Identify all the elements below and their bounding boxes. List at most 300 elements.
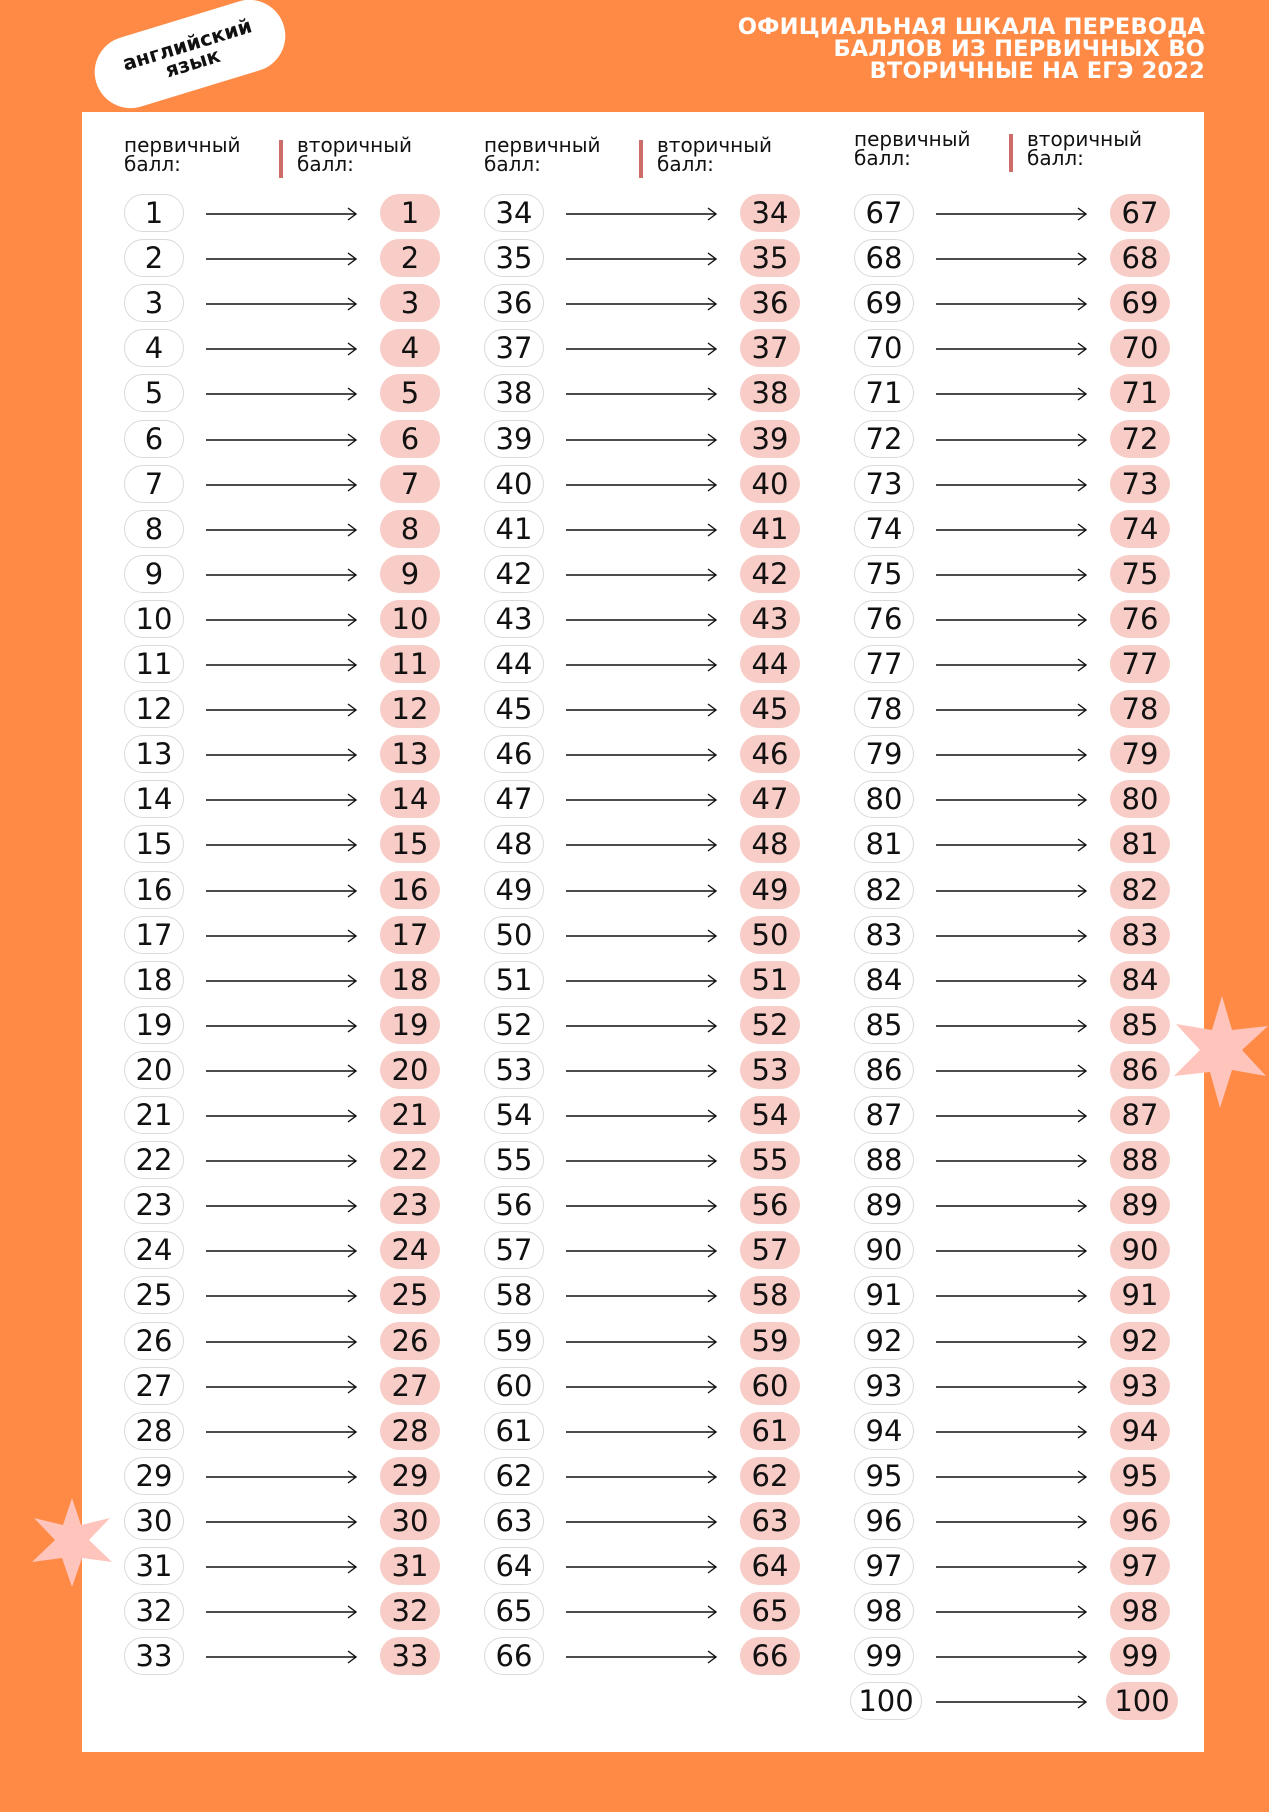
right-arrow-icon	[206, 206, 358, 222]
right-arrow-icon	[936, 206, 1088, 222]
table-row	[854, 1231, 1174, 1271]
secondary-score: 54	[740, 1096, 800, 1134]
primary-score: 45	[484, 690, 544, 728]
primary-score: 28	[124, 1412, 184, 1450]
right-arrow-icon	[566, 296, 718, 312]
table-row	[124, 329, 444, 369]
primary-score: 76	[854, 600, 914, 638]
table-row	[484, 780, 804, 820]
right-arrow-icon	[206, 1288, 358, 1304]
right-arrow-icon	[936, 1514, 1088, 1530]
table-row	[854, 465, 1174, 505]
table-row	[124, 1322, 444, 1362]
primary-score: 11	[124, 645, 184, 683]
right-arrow-icon	[206, 1334, 358, 1350]
right-arrow-icon	[206, 296, 358, 312]
table-row	[124, 1006, 444, 1046]
table-row	[854, 1322, 1174, 1362]
table-row	[124, 735, 444, 775]
secondary-score: 20	[380, 1051, 440, 1089]
table-row	[484, 871, 804, 911]
right-arrow-icon	[566, 1153, 718, 1169]
table-row	[484, 1231, 804, 1271]
table-row	[124, 1231, 444, 1271]
right-arrow-icon	[566, 206, 718, 222]
secondary-score: 44	[740, 645, 800, 683]
table-row	[484, 1502, 804, 1542]
table-row	[484, 194, 804, 234]
table-row	[854, 780, 1174, 820]
primary-score: 68	[854, 239, 914, 277]
secondary-score: 68	[1110, 239, 1170, 277]
primary-score: 85	[854, 1006, 914, 1044]
secondary-score: 95	[1110, 1457, 1170, 1495]
secondary-score: 92	[1110, 1322, 1170, 1360]
secondary-score: 31	[380, 1547, 440, 1585]
primary-score: 98	[854, 1592, 914, 1630]
primary-score: 41	[484, 510, 544, 548]
secondary-score: 24	[380, 1231, 440, 1269]
table-row	[854, 555, 1174, 595]
secondary-score: 37	[740, 329, 800, 367]
primary-score: 83	[854, 916, 914, 954]
secondary-score: 47	[740, 780, 800, 818]
header-divider	[279, 140, 283, 178]
table-row	[124, 1457, 444, 1497]
primary-score: 81	[854, 825, 914, 863]
table-row	[124, 1186, 444, 1226]
primary-score: 2	[124, 239, 184, 277]
secondary-score: 100	[1106, 1682, 1178, 1720]
right-arrow-icon	[936, 702, 1088, 718]
right-arrow-icon	[206, 567, 358, 583]
table-column	[82, 112, 429, 1752]
secondary-score: 55	[740, 1141, 800, 1179]
secondary-score: 61	[740, 1412, 800, 1450]
right-arrow-icon	[936, 1334, 1088, 1350]
right-arrow-icon	[566, 1559, 718, 1575]
secondary-score: 5	[380, 374, 440, 412]
secondary-score: 38	[740, 374, 800, 412]
page-title: ОФИЦИАЛЬНАЯ ШКАЛА ПЕРЕВОДА БАЛЛОВ ИЗ ПЕРВИЧНЫХ ВО ВТОРИЧНЫЕ НА ЕГЭ 2022	[737, 14, 1205, 84]
right-arrow-icon	[206, 477, 358, 493]
secondary-score: 50	[740, 916, 800, 954]
primary-score: 89	[854, 1186, 914, 1224]
secondary-score: 11	[380, 645, 440, 683]
right-arrow-icon	[206, 883, 358, 899]
primary-score: 93	[854, 1367, 914, 1405]
column-header	[484, 133, 804, 186]
primary-score: 22	[124, 1141, 184, 1179]
secondary-score: 57	[740, 1231, 800, 1269]
secondary-score: 22	[380, 1141, 440, 1179]
secondary-score: 23	[380, 1186, 440, 1224]
right-arrow-icon	[936, 1018, 1088, 1034]
primary-score: 96	[854, 1502, 914, 1540]
right-arrow-icon	[566, 747, 718, 763]
table-row	[484, 1637, 804, 1677]
right-arrow-icon	[936, 837, 1088, 853]
table-row	[484, 1412, 804, 1452]
primary-score: 13	[124, 735, 184, 773]
right-arrow-icon	[206, 1559, 358, 1575]
secondary-score: 12	[380, 690, 440, 728]
right-arrow-icon	[936, 1649, 1088, 1665]
table-row	[854, 284, 1174, 324]
star-icon	[1170, 992, 1269, 1112]
table-row	[484, 916, 804, 956]
primary-score: 55	[484, 1141, 544, 1179]
primary-score: 80	[854, 780, 914, 818]
primary-score: 29	[124, 1457, 184, 1495]
primary-score: 95	[854, 1457, 914, 1495]
primary-score: 15	[124, 825, 184, 863]
right-arrow-icon	[206, 657, 358, 673]
secondary-score: 93	[1110, 1367, 1170, 1405]
secondary-score: 76	[1110, 600, 1170, 638]
table-row	[854, 961, 1174, 1001]
table-row	[484, 510, 804, 550]
right-arrow-icon	[206, 522, 358, 538]
table-row	[854, 239, 1174, 279]
right-arrow-icon	[206, 1379, 358, 1395]
table-row	[854, 645, 1174, 685]
secondary-score: 90	[1110, 1231, 1170, 1269]
secondary-score: 32	[380, 1592, 440, 1630]
table-row	[854, 735, 1174, 775]
right-arrow-icon	[936, 1469, 1088, 1485]
right-arrow-icon	[566, 837, 718, 853]
primary-score: 16	[124, 871, 184, 909]
right-arrow-icon	[936, 1063, 1088, 1079]
primary-score: 27	[124, 1367, 184, 1405]
table-row	[854, 374, 1174, 414]
right-arrow-icon	[566, 1198, 718, 1214]
right-arrow-icon	[206, 1424, 358, 1440]
secondary-score: 78	[1110, 690, 1170, 728]
table-row	[854, 1276, 1174, 1316]
secondary-score: 52	[740, 1006, 800, 1044]
secondary-score: 80	[1110, 780, 1170, 818]
table-row	[124, 1096, 444, 1136]
right-arrow-icon	[566, 1514, 718, 1530]
primary-score: 63	[484, 1502, 544, 1540]
secondary-score: 28	[380, 1412, 440, 1450]
primary-score-label: первичный балл:	[124, 133, 241, 176]
right-arrow-icon	[936, 1559, 1088, 1575]
secondary-score: 30	[380, 1502, 440, 1540]
primary-score: 92	[854, 1322, 914, 1360]
right-arrow-icon	[206, 612, 358, 628]
right-arrow-icon	[936, 1379, 1088, 1395]
primary-score: 24	[124, 1231, 184, 1269]
primary-score: 61	[484, 1412, 544, 1450]
primary-score: 34	[484, 194, 544, 232]
primary-score: 65	[484, 1592, 544, 1630]
table-column	[812, 112, 1170, 1752]
column-header	[854, 127, 1174, 180]
table-row	[854, 916, 1174, 956]
right-arrow-icon	[206, 386, 358, 402]
secondary-score: 64	[740, 1547, 800, 1585]
table-row	[484, 1322, 804, 1362]
secondary-score: 70	[1110, 329, 1170, 367]
right-arrow-icon	[566, 1424, 718, 1440]
secondary-score: 66	[740, 1637, 800, 1675]
secondary-score: 51	[740, 961, 800, 999]
right-arrow-icon	[566, 1108, 718, 1124]
right-arrow-icon	[206, 1018, 358, 1034]
secondary-score: 17	[380, 916, 440, 954]
right-arrow-icon	[566, 1243, 718, 1259]
primary-score: 74	[854, 510, 914, 548]
primary-score: 6	[124, 420, 184, 458]
primary-score: 54	[484, 1096, 544, 1134]
secondary-score: 81	[1110, 825, 1170, 863]
primary-score: 60	[484, 1367, 544, 1405]
secondary-score: 21	[380, 1096, 440, 1134]
table-row	[124, 645, 444, 685]
table-row	[124, 1412, 444, 1452]
primary-score: 87	[854, 1096, 914, 1134]
table-row	[124, 1592, 444, 1632]
secondary-score: 75	[1110, 555, 1170, 593]
right-arrow-icon	[206, 1514, 358, 1530]
secondary-score: 35	[740, 239, 800, 277]
primary-score: 44	[484, 645, 544, 683]
right-arrow-icon	[566, 251, 718, 267]
primary-score: 86	[854, 1051, 914, 1089]
primary-score: 32	[124, 1592, 184, 1630]
right-arrow-icon	[566, 792, 718, 808]
right-arrow-icon	[936, 386, 1088, 402]
primary-score: 72	[854, 420, 914, 458]
table-row	[854, 1637, 1174, 1677]
primary-score-label: первичный балл:	[854, 127, 971, 170]
secondary-score: 53	[740, 1051, 800, 1089]
table-row	[484, 825, 804, 865]
secondary-score: 36	[740, 284, 800, 322]
secondary-score: 19	[380, 1006, 440, 1044]
secondary-score: 13	[380, 735, 440, 773]
primary-score: 31	[124, 1547, 184, 1585]
secondary-score-label: вторичный балл:	[1027, 127, 1143, 170]
table-row	[484, 961, 804, 1001]
header-divider	[1009, 134, 1013, 172]
secondary-score: 72	[1110, 420, 1170, 458]
right-arrow-icon	[206, 1108, 358, 1124]
table-row	[124, 961, 444, 1001]
primary-score: 69	[854, 284, 914, 322]
primary-score: 77	[854, 645, 914, 683]
subject-badge	[86, 0, 294, 117]
right-arrow-icon	[936, 1108, 1088, 1124]
table-row	[854, 600, 1174, 640]
right-arrow-icon	[206, 1243, 358, 1259]
right-arrow-icon	[936, 657, 1088, 673]
primary-score: 66	[484, 1637, 544, 1675]
secondary-score: 83	[1110, 916, 1170, 954]
secondary-score: 2	[380, 239, 440, 277]
secondary-score: 96	[1110, 1502, 1170, 1540]
right-arrow-icon	[206, 702, 358, 718]
secondary-score: 91	[1110, 1276, 1170, 1314]
primary-score: 43	[484, 600, 544, 638]
secondary-score: 4	[380, 329, 440, 367]
primary-score: 23	[124, 1186, 184, 1224]
table-row	[124, 555, 444, 595]
primary-score: 21	[124, 1096, 184, 1134]
table-row	[484, 1096, 804, 1136]
table-row	[124, 510, 444, 550]
primary-score: 52	[484, 1006, 544, 1044]
table-row	[854, 1682, 1174, 1722]
secondary-score: 3	[380, 284, 440, 322]
primary-score: 88	[854, 1141, 914, 1179]
right-arrow-icon	[936, 477, 1088, 493]
right-arrow-icon	[936, 612, 1088, 628]
right-arrow-icon	[206, 341, 358, 357]
secondary-score: 9	[380, 555, 440, 593]
primary-score: 39	[484, 420, 544, 458]
table-row	[484, 1006, 804, 1046]
table-row	[124, 194, 444, 234]
secondary-score: 67	[1110, 194, 1170, 232]
table-row	[484, 374, 804, 414]
table-row	[484, 1367, 804, 1407]
right-arrow-icon	[566, 702, 718, 718]
table-row	[484, 329, 804, 369]
table-row	[124, 1367, 444, 1407]
primary-score: 12	[124, 690, 184, 728]
table-row	[124, 1051, 444, 1091]
right-arrow-icon	[936, 432, 1088, 448]
table-row	[484, 284, 804, 324]
table-row	[484, 1457, 804, 1497]
right-arrow-icon	[566, 1063, 718, 1079]
right-arrow-icon	[566, 1469, 718, 1485]
table-row	[854, 1367, 1174, 1407]
right-arrow-icon	[206, 432, 358, 448]
primary-score: 18	[124, 961, 184, 999]
right-arrow-icon	[936, 1288, 1088, 1304]
primary-score: 84	[854, 961, 914, 999]
right-arrow-icon	[936, 341, 1088, 357]
secondary-score: 34	[740, 194, 800, 232]
column-header	[124, 133, 444, 186]
primary-score: 4	[124, 329, 184, 367]
right-arrow-icon	[936, 973, 1088, 989]
table-row	[124, 825, 444, 865]
secondary-score: 29	[380, 1457, 440, 1495]
right-arrow-icon	[566, 522, 718, 538]
table-row	[484, 420, 804, 460]
table-row	[484, 239, 804, 279]
secondary-score: 82	[1110, 871, 1170, 909]
primary-score: 14	[124, 780, 184, 818]
primary-score: 19	[124, 1006, 184, 1044]
table-row	[854, 194, 1174, 234]
primary-score: 5	[124, 374, 184, 412]
right-arrow-icon	[566, 973, 718, 989]
right-arrow-icon	[566, 657, 718, 673]
header-divider	[639, 140, 643, 178]
secondary-score: 73	[1110, 465, 1170, 503]
table-row	[124, 1276, 444, 1316]
table-row	[854, 1592, 1174, 1632]
table-row	[854, 1006, 1174, 1046]
right-arrow-icon	[936, 251, 1088, 267]
primary-score: 42	[484, 555, 544, 593]
secondary-score: 6	[380, 420, 440, 458]
secondary-score: 97	[1110, 1547, 1170, 1585]
secondary-score: 88	[1110, 1141, 1170, 1179]
secondary-score: 94	[1110, 1412, 1170, 1450]
right-arrow-icon	[206, 1198, 358, 1214]
primary-score: 58	[484, 1276, 544, 1314]
primary-score: 71	[854, 374, 914, 412]
right-arrow-icon	[936, 1694, 1088, 1710]
right-arrow-icon	[566, 1334, 718, 1350]
primary-score: 33	[124, 1637, 184, 1675]
secondary-score: 99	[1110, 1637, 1170, 1675]
right-arrow-icon	[566, 1288, 718, 1304]
table-row	[124, 1637, 444, 1677]
secondary-score: 98	[1110, 1592, 1170, 1630]
primary-score: 46	[484, 735, 544, 773]
table-row	[854, 1412, 1174, 1452]
primary-score: 25	[124, 1276, 184, 1314]
secondary-score: 26	[380, 1322, 440, 1360]
primary-score: 70	[854, 329, 914, 367]
primary-score: 20	[124, 1051, 184, 1089]
right-arrow-icon	[206, 1469, 358, 1485]
secondary-score: 48	[740, 825, 800, 863]
primary-score: 75	[854, 555, 914, 593]
table-row	[854, 1141, 1174, 1181]
secondary-score: 77	[1110, 645, 1170, 683]
table-row	[484, 645, 804, 685]
primary-score: 48	[484, 825, 544, 863]
table-row	[854, 871, 1174, 911]
secondary-score-label: вторичный балл:	[657, 133, 773, 176]
right-arrow-icon	[566, 567, 718, 583]
secondary-score: 74	[1110, 510, 1170, 548]
secondary-score: 7	[380, 465, 440, 503]
secondary-score: 65	[740, 1592, 800, 1630]
right-arrow-icon	[206, 251, 358, 267]
table-row	[484, 465, 804, 505]
primary-score: 99	[854, 1637, 914, 1675]
table-row	[484, 1186, 804, 1226]
table-row	[854, 420, 1174, 460]
right-arrow-icon	[206, 1649, 358, 1665]
secondary-score: 33	[380, 1637, 440, 1675]
right-arrow-icon	[206, 928, 358, 944]
table-row	[124, 1502, 444, 1542]
right-arrow-icon	[206, 973, 358, 989]
secondary-score: 40	[740, 465, 800, 503]
secondary-score: 79	[1110, 735, 1170, 773]
primary-score: 56	[484, 1186, 544, 1224]
right-arrow-icon	[936, 1198, 1088, 1214]
table-row	[854, 1547, 1174, 1587]
primary-score: 94	[854, 1412, 914, 1450]
table-row	[124, 284, 444, 324]
secondary-score: 58	[740, 1276, 800, 1314]
secondary-score: 10	[380, 600, 440, 638]
right-arrow-icon	[936, 296, 1088, 312]
